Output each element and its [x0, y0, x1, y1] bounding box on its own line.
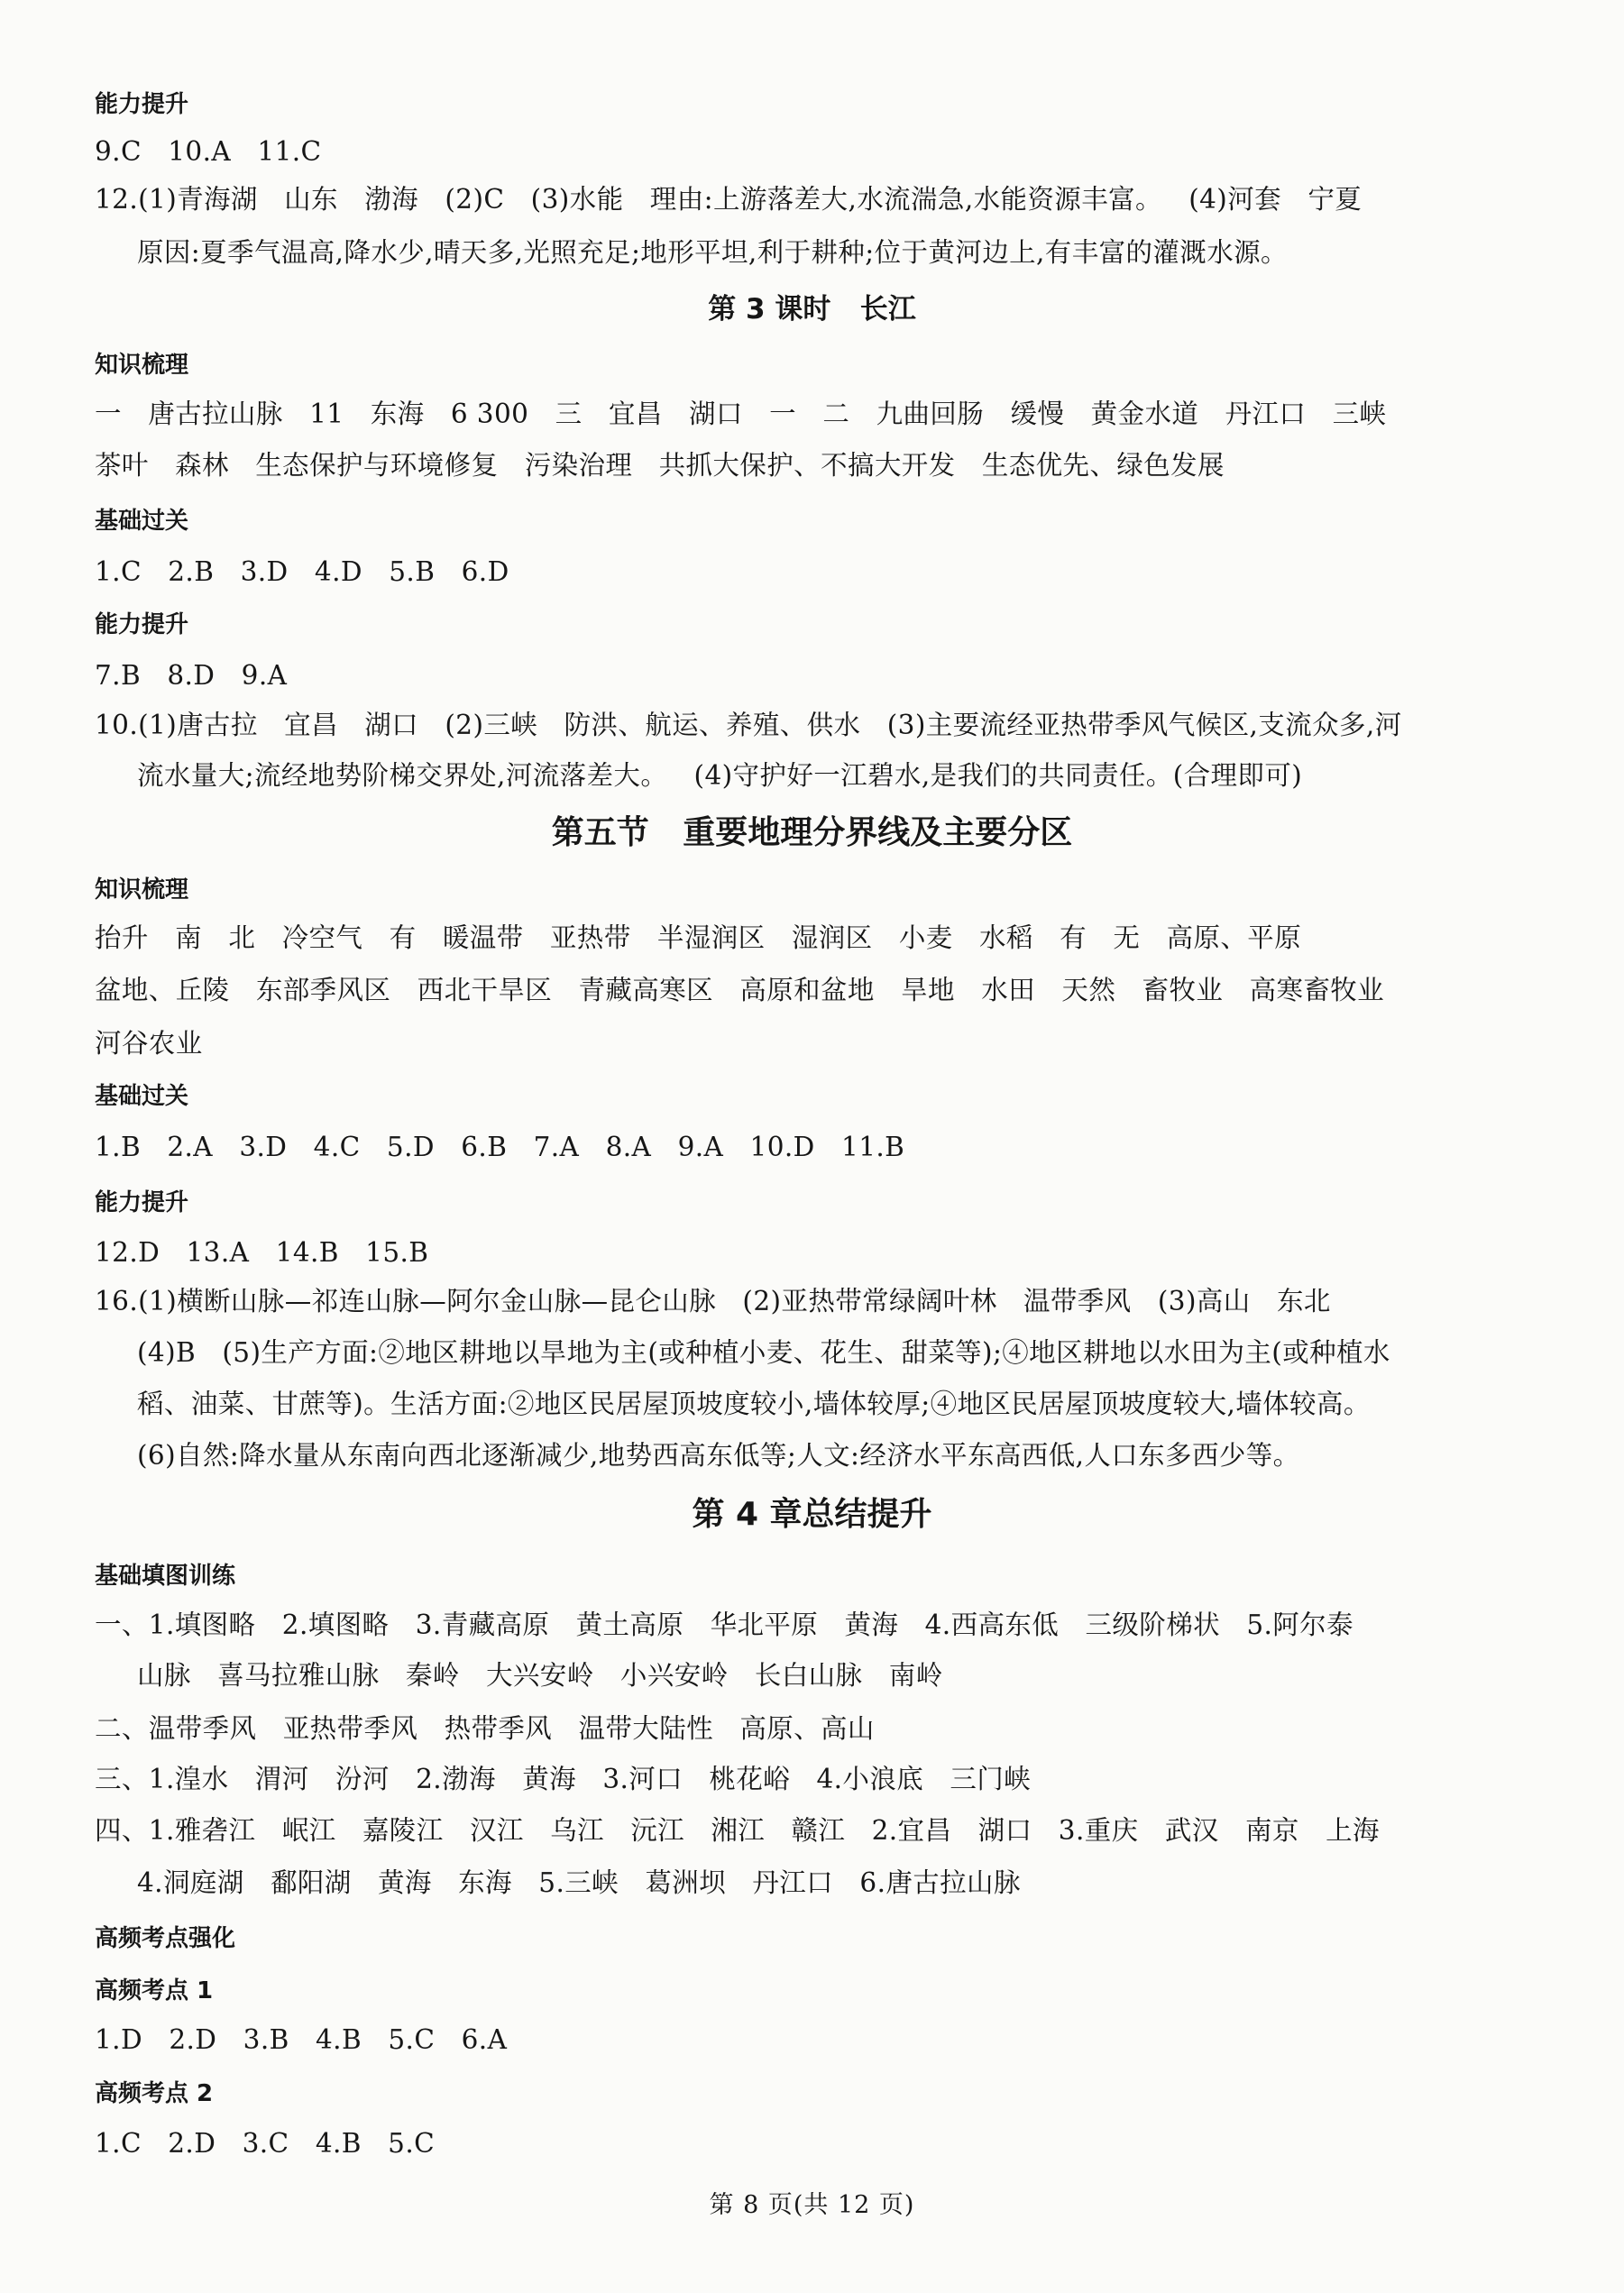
- answer-line: 1.B 2.A 3.D 4.C 5.D 6.B 7.A 8.A 9.A 10.D 11.B: [95, 1132, 905, 1162]
- answer-line: 盆地、丘陵 东部季风区 西北干旱区 青藏高寒区 高原和盆地 旱地 水田 天然 畜牧业 高寒畜牧业: [95, 975, 1385, 1005]
- heading-high-frequency: 高频考点强化: [95, 1925, 236, 1952]
- answer-line: 12.(1)青海湖 山东 渤海 (2)C (3)水能 理由:上游落差大,水流湍急,水能资源丰富。 (4)河套 宁夏: [95, 184, 1363, 215]
- answer-line: 1.C 2.B 3.D 4.D 5.B 6.D: [95, 556, 509, 587]
- heading-ability-improvement: 能力提升: [95, 611, 189, 638]
- answer-line: 7.B 8.D 9.A: [95, 660, 288, 691]
- answer-line: 四、1.雅砻江 岷江 嘉陵江 汉江 乌江 沅江 湘江 赣江 2.宜昌 湖口 3.重庆 武汉 南京 上海: [95, 1815, 1380, 1846]
- answer-line: 三、1.湟水 渭河 汾河 2.渤海 黄海 3.河口 桃花峪 4.小浪底 三门峡: [95, 1764, 1032, 1794]
- answer-line: 1.C 2.D 3.C 4.B 5.C: [95, 2128, 436, 2159]
- answer-line: 12.D 13.A 14.B 15.B: [95, 1237, 429, 1268]
- heading-ability-improvement: 能力提升: [95, 91, 189, 118]
- heading-high-frequency-2: 高频考点 2: [95, 2080, 214, 2107]
- answer-line: 9.C 10.A 11.C: [95, 136, 322, 167]
- answer-line: (4)B (5)生产方面:②地区耕地以旱地为主(或种植小麦、花生、甜菜等);④地区耕地以水田为主(或种植水: [137, 1337, 1390, 1368]
- section-title: 第五节 重要地理分界线及主要分区: [551, 814, 1073, 851]
- answer-line: 原因:夏季气温高,降水少,晴天多,光照充足;地形平坦,利于耕种;位于黄河边上,有丰富的灌溉水源。: [137, 237, 1288, 268]
- page-number: 第 8 页(共 12 页): [709, 2191, 915, 2219]
- answer-line: 一、1.填图略 2.填图略 3.青藏高原 黄土高原 华北平原 黄海 4.西高东低 三级阶梯状 5.阿尔泰: [95, 1610, 1353, 1640]
- answer-line: 二、温带季风 亚热带季风 热带季风 温带大陆性 高原、高山: [95, 1713, 875, 1744]
- heading-basic-practice: 基础过关: [95, 508, 189, 535]
- answer-line: 16.(1)横断山脉—祁连山脉—阿尔金山脉—昆仑山脉 (2)亚热带常绿阔叶林 温带季风 (3)高山 东北: [95, 1286, 1331, 1316]
- chapter-title: 第 4 章总结提升: [692, 1496, 932, 1533]
- answer-line: 抬升 南 北 冷空气 有 暖温带 亚热带 半湿润区 湿润区 小麦 水稻 有 无 高原、平原: [95, 922, 1302, 953]
- answer-line: 河谷农业: [95, 1028, 203, 1059]
- answer-line: 一 唐古拉山脉 11 东海 6 300 三 宜昌 湖口 一 二 九曲回肠 缓慢 黄金水道 丹江口 三峡: [95, 399, 1387, 429]
- heading-knowledge-review: 知识梳理: [95, 876, 189, 903]
- answer-line: 稻、油菜、甘蔗等)。生活方面:②地区民居屋顶坡度较小,墙体较厚;④地区民居屋顶坡度较大,墙体较高。: [137, 1389, 1371, 1419]
- heading-ability-improvement: 能力提升: [95, 1189, 189, 1216]
- answer-line: 茶叶 森林 生态保护与环境修复 污染治理 共抓大保护、不搞大开发 生态优先、绿色发展: [95, 450, 1225, 481]
- heading-high-frequency-1: 高频考点 1: [95, 1977, 214, 2004]
- answer-line: 10.(1)唐古拉 宜昌 湖口 (2)三峡 防洪、航运、养殖、供水 (3)主要流经亚热带季风气候区,支流众多,河: [95, 710, 1402, 740]
- answer-line: 4.洞庭湖 鄱阳湖 黄海 东海 5.三峡 葛洲坝 丹江口 6.唐古拉山脉: [137, 1867, 1021, 1898]
- heading-basic-practice: 基础过关: [95, 1083, 189, 1110]
- answer-line: 山脉 喜马拉雅山脉 秦岭 大兴安岭 小兴安岭 长白山脉 南岭: [137, 1660, 943, 1691]
- answer-line: (6)自然:降水量从东南向西北逐渐减少,地势西高东低等;人文:经济水平东高西低,人口东多西少等。: [137, 1440, 1300, 1471]
- heading-knowledge-review: 知识梳理: [95, 352, 189, 379]
- heading-map-training: 基础填图训练: [95, 1563, 236, 1590]
- lesson-title: 第 3 课时 长江: [708, 293, 916, 326]
- answer-line: 流水量大;流经地势阶梯交界处,河流落差大。 (4)守护好一江碧水,是我们的共同责任。(合理即可): [137, 760, 1303, 791]
- answer-line: 1.D 2.D 3.B 4.B 5.C 6.A: [95, 2024, 508, 2055]
